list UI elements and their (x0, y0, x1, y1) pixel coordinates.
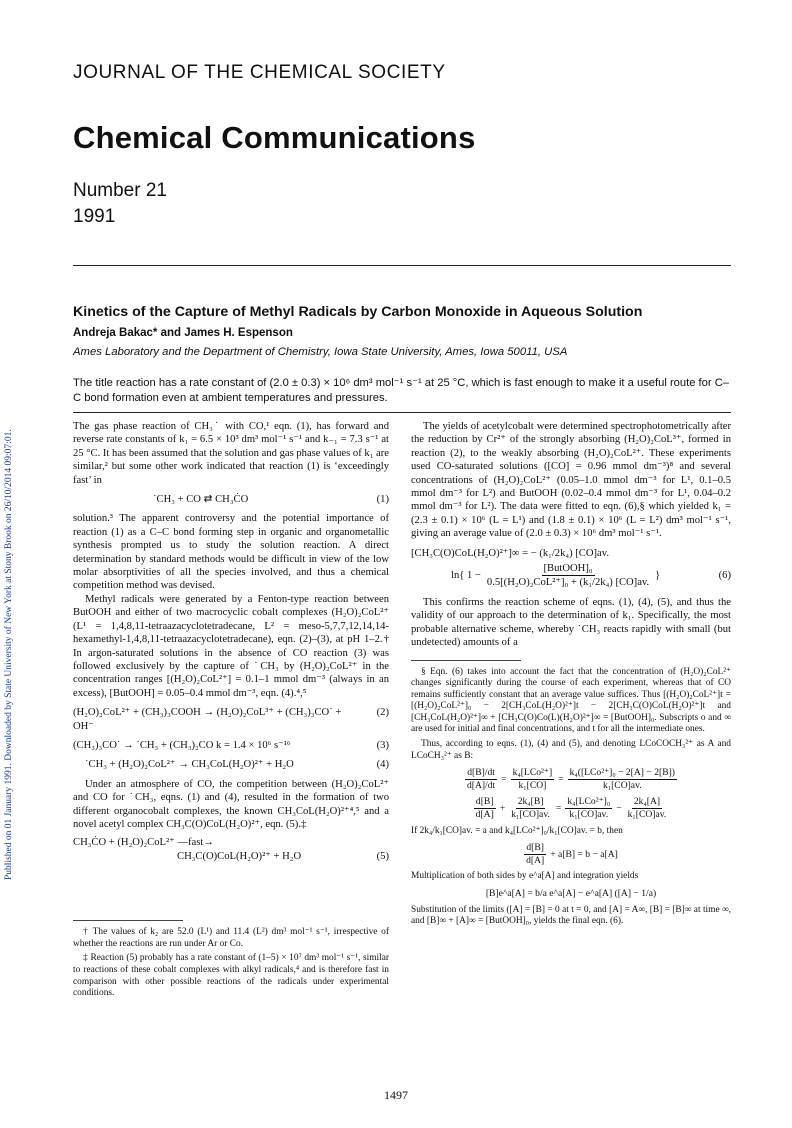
footnote: † The values of k₂ are 52.0 (L¹) and 11.4 (L²) dm³ mol⁻¹ s⁻¹, irrespective of whether the reactions are run under Ar or Co. (73, 927, 389, 949)
fraction-denominator: k₁[CO]av. (511, 809, 550, 821)
issue-block (73, 178, 167, 230)
equation-body-line-2: CH₃C(O)CoL(H₂O)²⁺ + H₂O (177, 850, 302, 862)
left-column (73, 420, 389, 1003)
equation-number: (1) (376, 494, 389, 506)
paragraph: The gas phase reaction of CH₃˙ with CO,¹ eqn. (1), has forward and reverse rate constants of k₁ = 6.5 × 10³ dm³ mol⁻¹ s⁻¹ and k₋₁ = 7.3 s⁻¹ at 25 °C. It has been assumed that the solution and gas phase values of k₁ are similar,² but some other work indicated that reaction (1) is ‘exceedingly fast’ in (73, 421, 389, 486)
equation-line-1: [CH₃C(O)CoL(H₂O)²⁺]∞ = − (k₁/2k₄) [CO]av. (411, 547, 609, 559)
issue-number: Number 21 (73, 180, 167, 201)
footnotes (73, 927, 389, 1000)
fraction-denominator: d[A]/dt (466, 779, 496, 791)
fraction-numerator: k₄([LCo²⁺]₀ − 2[A] − 2[B]) (569, 767, 675, 779)
equation-prefix: ln{ 1 − (451, 570, 481, 582)
fraction-denominator: k₁[CO]av. (602, 779, 642, 791)
equation-number: (4) (376, 759, 389, 771)
fraction-denominator: k₁[CO] (518, 779, 547, 791)
fraction-denominator: k₁[CO]av. (627, 809, 667, 821)
fraction-numerator: d[B]/dt (467, 767, 495, 779)
equation-body: (CH₃)₃CO˙ → ˙CH₃ + (CH₃)₂CO k = 1.4 × 10⁶ s⁻¹⁶ (73, 739, 291, 751)
equation-number: (5) (376, 850, 389, 862)
paragraph: solution.³ The apparent controversy and the potential importance of reaction (1) as a C–C bond forming step in organic and organometallic synthesis prompted us to study the solution reaction. A direct determination by standard methods would be difficult in view of the low molar absorptivities of all the species involved, and thus a chemical competition method was devised. (73, 513, 389, 592)
footnotes (411, 667, 731, 928)
math-integrated: [B]e^a[A] = b/a e^a[A] − e^a[A] ([A] − 1/a) (485, 888, 657, 899)
math-simplified (411, 842, 731, 866)
journal-name: JOURNAL OF THE CHEMICAL SOCIETY (73, 62, 446, 83)
footnote: Substitution of the limits ([A] = [B] = 0 at t = 0, and [A] = A∞, [B] = [B]∞ at time ∞, and [B]∞ + [A]∞ = [ButOOH]₀, yields the final eqn. (6). (411, 904, 731, 927)
paragraph: Under an atmosphere of CO, the competition between (H₂O)₂CoL²⁺ and CO for ˙CH₃, eqns. (1) and (4), resulted in the formation of two different organocobalt complexes, the known CH₃CoL(H₂O)²⁺⁴,⁵ and a novel acetyl complex CH₃C(O)CoL(H₂O)²⁺, eqn. (5).‡ (73, 778, 389, 830)
equation-2 (73, 706, 389, 733)
equation-body-line-1: CH₃ĊO + (H₂O)₂CoL²⁺ —fast→ (73, 837, 214, 849)
fraction-denominator: k₁[CO]av. (569, 809, 609, 821)
abstract-divider (73, 412, 731, 413)
paragraph: This confirms the reaction scheme of eqns. (1), (4), (5), and thus the validity of our approach to the determination of k₁. Specifically, the most probable alternative scheme, whereby ˙CH₃ reacts rapidly with small (but undetected) amounts of a (411, 596, 731, 649)
equation-body: ˙CH₃ + (H₂O)₂CoL²⁺ → CH₃CoL(H₂O)²⁺ + H₂O (85, 759, 294, 771)
footnote: § Eqn. (6) takes into account the fact that the concentration of (H₂O)₂CoL²⁺ changes significantly during the course of each experiment, whereas that of CO remains sufficiently constant that an average value suffices. Thus [(H₂O)₂CoL²⁺]t = [(H₂O)₂CoL²⁺]₀ − 2[CH₃CoL(H₂O)²⁺]t − 2[CH₃C(O)CoL(H₂O)²⁺]t and [CH₃CoL(H₂O)²⁺]∞ + [CH₃C(O)Co(L)(H₂O)²⁺]∞ = [ButOOH]₀. Subscripts o and ∞ are used for initial and final concentrations, and t for all the intermediate ones. (411, 666, 731, 735)
equation-number: (2) (376, 707, 389, 719)
equation-body: (H₂O)₂CoL²⁺ + (CH₃)₃COOH → (H₂O)₂CoL³⁺ + (CH₃)₃CO˙ + OH⁻ (73, 707, 342, 732)
fraction-numerator: 2k₄[B] (517, 796, 544, 808)
fraction-numerator: d[B] (475, 796, 494, 808)
fraction-numerator: k₄[LCo²⁺]₀ (567, 796, 611, 808)
footnote-divider (411, 660, 521, 661)
header-divider (73, 265, 731, 266)
publication-title: Chemical Communications (73, 120, 476, 155)
article-authors: Andreja Bakac* and James H. Espenson (73, 327, 293, 339)
footnote: Multiplication of both sides by e^a[A] and integration yields (411, 871, 639, 882)
fraction-denominator: d[A] (526, 854, 545, 866)
paragraph: Methyl radicals were generated by a Fenton-type reaction between ButOOH and either of two macrocyclic cobalt complexes (H₂O)₂CoL²⁺ (L¹ = 1,4,8,11-tetraazacyclotetradecane, L² = meso-5,7,7,12,14,14-hexamethyl-1,4,8,11-tetraazacyclotetradecane), eqn. (2)–(3), at pH 1–2.† In argon-saturated solutions in the absence of CO reaction (3) was followed exclusively by the capture of ˙CH₃ by (H₂O)₂CoL²⁺ in the concentration ranges [(H₂O)₂CoL²⁺] = 0.1–1 mmol dm⁻³ (always in an excess), [ButOOH] = 0.05–0.4 mmol dm⁻³, eqn. (4).⁴,⁵ (73, 593, 389, 699)
equation-suffix: } (655, 570, 661, 582)
fraction-numerator: k₄[LCo²⁺] (512, 767, 553, 779)
right-column (411, 420, 731, 931)
paragraph: The yields of acetylcobalt were determined spectrophotometrically after the reduction by Cr²⁺ of the strongly absorbing (H₂O)₂CoL³⁺, formed in reaction (2), to the weakly absorbing (H₂O)₂CoL²⁺. These experiments used CO-saturated solutions ([CO] = 0.96 mmol dm⁻³)⁸ and several concentrations of (H₂O)₂CoL²⁺ (0.05–1.0 mmol dm⁻³ for L¹, 0.1–0.5 mmol dm⁻³ for L²) and ButOOH (0.02–0.4 mmol dm⁻³ for L¹, 0.04–0.2 mmol dm⁻³ for L²). The data were fitted to eqn. (6),§ which yielded k₁ = (2.3 ± 0.1) × 10⁶ (L = L¹) and (1.8 ± 0.1) × 10⁶ (L = L²) dm³ mol⁻¹ s⁻¹, giving an average value of (2.0 ± 0.3) × 10⁶ dm³ mol⁻¹ s⁻¹. (411, 421, 731, 540)
footnote: Thus, according to eqns. (1), (4) and (5), and denoting LCoCOCH₃²⁺ as A and LCoCH₃²⁺ as B: (411, 739, 731, 761)
equation-3 (73, 739, 389, 752)
page-number: 1497 (384, 1088, 408, 1102)
fraction-numerator: d[B] (526, 842, 544, 854)
equation-denominator: 0.5[(H₂O)₂CoL²⁺]₀ + (k₁/2k₄) [CO]av. (486, 577, 650, 589)
equation-number: (6) (718, 570, 731, 582)
math-rate-ratio: $\frac{d[B]/dt}{d[A]/dt}$ = $\frac{\text{k₄[LCo²⁺]}}{\text{k₁[CO]}}$ = $\frac{\text{k₄([LCo²⁺]₀ − 2[A] − 2[B])}}{\text{k₁[CO]av.}}$ (466, 767, 675, 791)
download-notice-text: Published on 01 January 1991. Downloaded by State University of New York at Stony Brook on 26/10/2014 09:07:01. (4, 429, 14, 880)
equation-4 (73, 758, 389, 771)
footnote: ‡ Reaction (5) probably has a rate constant of (1–5) × 10⁷ dm³ mol⁻¹ s⁻¹, similar to reactions of these cobalt complexes with alkyl radicals,⁴ and is therefore fast in comparison with other possible reactions of the radicals under experimental conditions. (73, 953, 389, 999)
fraction-numerator: 2k₄[A] (633, 796, 661, 808)
footnote: If 2k₄/k₁[CO]av. = a and k₄[LCo²⁺]₀/k₁[CO]av. = b, then (411, 825, 623, 836)
download-notice (2, 180, 16, 880)
equation-body: ˙CH₃ + CO ⇄ CH₃ĊO (153, 494, 249, 506)
math-rest: + a[B] = b − a[A] (550, 848, 618, 860)
equation-5 (73, 836, 389, 863)
article-title: Kinetics of the Capture of Methyl Radicals by Carbon Monoxide in Aqueous Solution (73, 304, 643, 320)
issue-year: 1991 (73, 206, 116, 227)
math-differential: $\frac{d[B]}{d[A]}$ + $\frac{\text{2k₄[B]}}{\text{k₁[CO]av.}}$ = $\frac{\text{k₄[LCo²⁺]₀}}{\text{k₁[CO]av.}}$ − $\frac{\text{2k₄[A]}}{\text{k₁[CO]av.}}$ (475, 796, 667, 821)
fraction-denominator: d[A] (475, 809, 494, 821)
equation-number: (3) (376, 739, 389, 751)
footnote-divider (73, 920, 183, 921)
equation-6 (411, 547, 731, 590)
article-affiliation: Ames Laboratory and the Department of Chemistry, Iowa State University, Ames, Iowa 50011, USA (73, 346, 568, 358)
equation-numerator: [ButOOH]₀ (542, 562, 595, 576)
article-abstract: The title reaction has a rate constant of (2.0 ± 0.3) × 10⁶ dm³ mol⁻¹ s⁻¹ at 25 °C, which is fast enough to make it a useful route for C–C bond formation even at ambient temperatures and pressures. (73, 377, 730, 404)
equation-1 (73, 493, 389, 506)
